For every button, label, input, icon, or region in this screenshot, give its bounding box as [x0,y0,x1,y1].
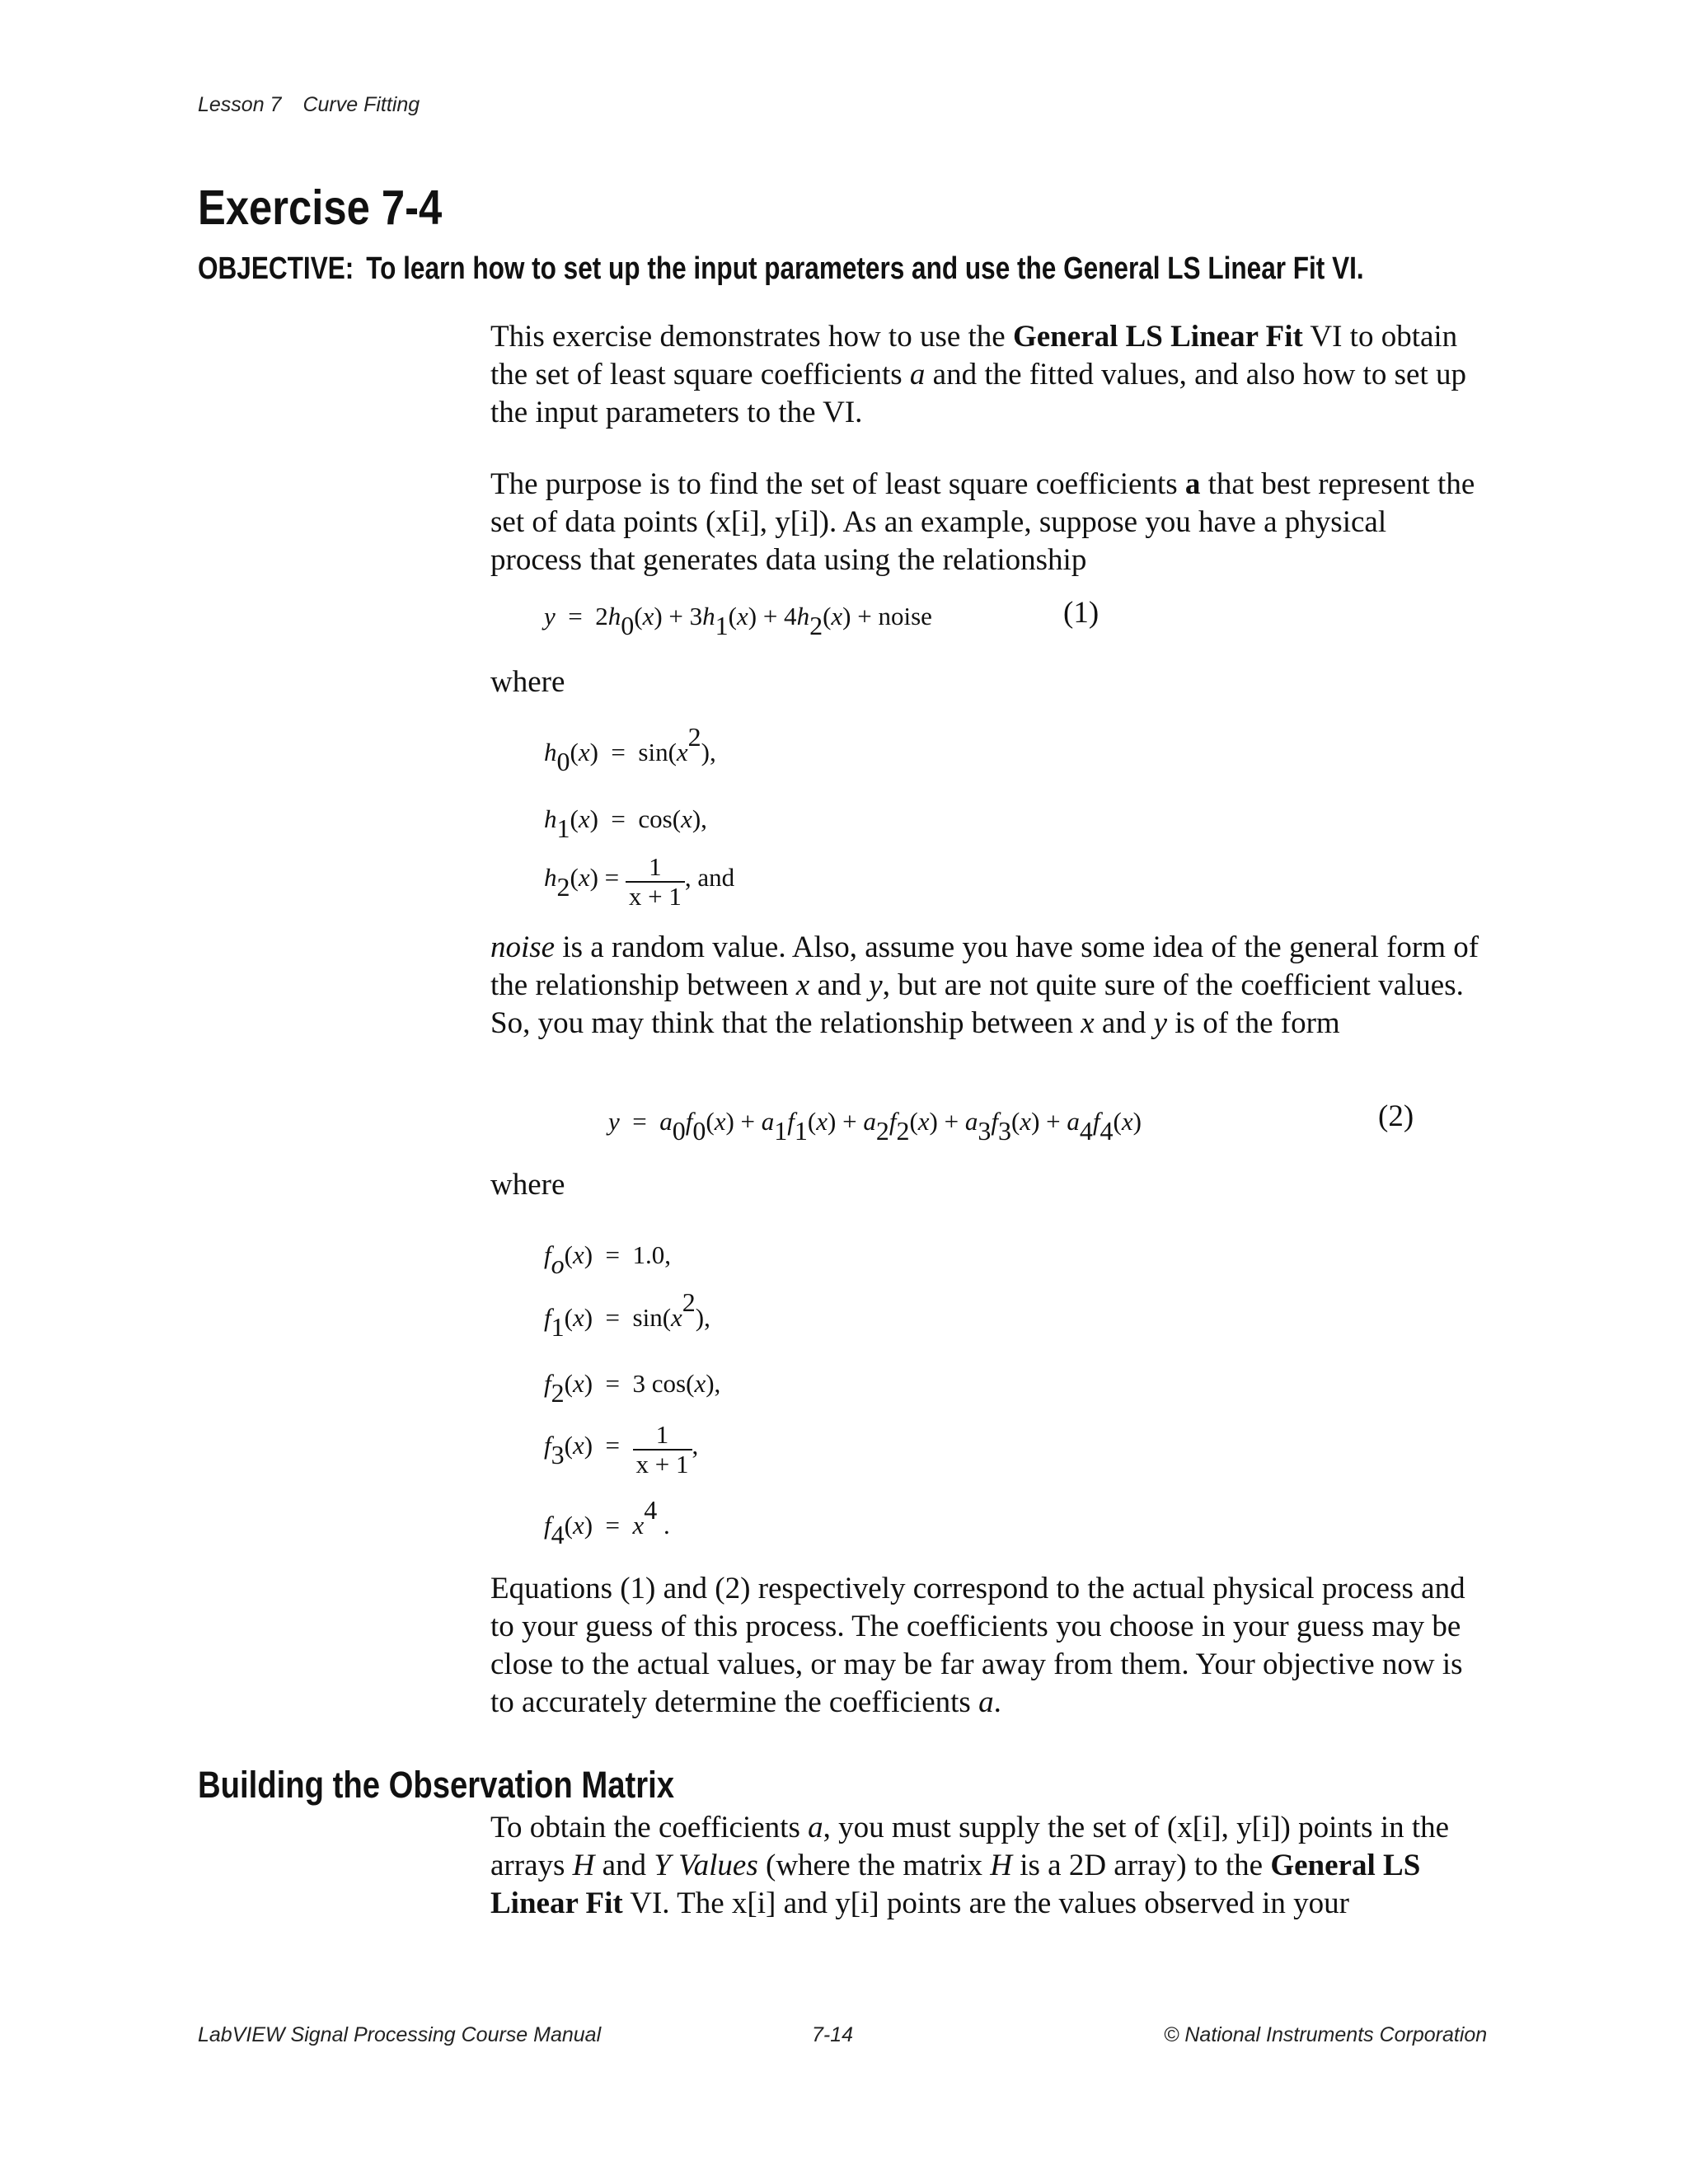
eq-text: 3 cos( [632,1369,695,1398]
observation-paragraph [490,1809,1479,1923]
eq-noise: + noise [851,602,932,630]
f0-definition: fo(x) = 1.0, [544,1240,672,1279]
vi-name: General LS Linear Fit [490,1849,1421,1920]
symbol-y: y [1153,1006,1168,1040]
eq-text: , [692,1431,699,1460]
symbol-H: H [990,1849,1012,1882]
noise-paragraph [490,929,1479,1043]
text-run: This exercise demonstrates how to use the [490,320,1013,354]
term-y-values: Y Values [654,1849,758,1882]
equation-2-number: (2) [1378,1099,1414,1133]
text-run: is of the form [1167,1006,1340,1040]
symbol-y: y [869,968,883,1002]
eq-text: 1.0, [632,1240,672,1269]
text-run: VI. The x[i] and y[i] points are the values observed in your [622,1886,1349,1920]
symbol-a: a [978,1685,994,1719]
h1-definition: h1(x) = cos(x), [544,804,707,843]
eq-text: cos( [638,804,682,833]
equation-1-number: (1) [1063,596,1100,630]
eq-sign: = [632,1107,647,1136]
eq-sign: = [568,602,583,630]
footer-manual-title: LabVIEW Signal Processing Course Manual [198,2023,602,2046]
comparison-paragraph [490,1570,1479,1722]
eq-coef: + 4 [757,602,797,630]
section-heading: Building the Observation Matrix [198,1764,675,1806]
text-run: is a 2D array) to the [1011,1849,1271,1882]
symbol-a: a [808,1811,823,1844]
objective-label: OBJECTIVE: [198,251,354,286]
text-run: The purpose is to find the set of least square coefficients [490,467,1185,501]
objective-text: To learn how to set up the input parameters and use the General LS Linear Fit VI. [366,251,1364,286]
eq-text: ), [701,738,716,766]
objective [198,251,1634,287]
f4-definition: f4(x) = x4 . [544,1495,670,1549]
symbol-x: x [795,968,810,1002]
f3-definition: f3(x) = $\frac{1}{x + 1}$ , [544,1420,699,1479]
h2-definition: h2(x) = $\frac{1}{x + 1}$ , and [544,852,735,911]
eq-coef: + 3 [662,602,703,630]
symbol-H: H [572,1849,595,1882]
eq-text: sin( [638,738,677,766]
footer-copyright: © National Instruments Corporation [1164,2023,1488,2046]
symbol-a: a [909,358,926,391]
text-run: . [993,1685,1001,1719]
text-run: and [809,968,870,1002]
text-run: , you must supply the set of (x[i], y[i]) points in the arrays [490,1811,1450,1882]
h0-definition: h0(x) = sin(x2), [544,722,716,776]
fraction: $\frac{1}{x + 1}$ [626,853,685,911]
purpose-paragraph [490,466,1479,579]
symbol-a-bold: a [1184,467,1201,501]
footer-page-number: 7-14 [812,2023,854,2046]
exercise-title: Exercise 7-4 [198,180,443,235]
eq-coef: 2 [595,602,608,630]
header-chapter: Curve Fitting [302,93,420,116]
eq-text: ), [692,804,707,833]
intro-paragraph [490,318,1479,432]
f2-definition: f2(x) = 3 cos(x), [544,1369,721,1408]
text-run: and [594,1849,654,1882]
eq-var: y [608,1107,620,1136]
text-run: , but are not quite sure of the coefficient values. So, you may think that the relationship between [490,968,1464,1040]
eq-text: . [657,1511,670,1540]
vi-name: General LS Linear Fit [1012,320,1303,354]
text-run: is a random value. Also, assume you have some idea of the general form of the relationship between [490,930,1479,1002]
text-run: and [1094,1006,1154,1040]
text-run: and the fitted values, and also how to set up the input parameters to the VI. [490,358,1467,429]
fraction: $\frac{1}{x + 1}$ [633,1421,692,1479]
running-header [198,93,420,117]
where-label: where [490,665,565,699]
header-lesson: Lesson 7 [198,93,282,116]
text-run: (where the matrix [757,1849,991,1882]
eq-text: sin( [632,1303,672,1332]
symbol-x: x [1081,1006,1095,1040]
eq-text: ), [695,1303,710,1332]
text-run: Equations (1) and (2) respectively correspond to the actual physical process and to your guess of this process. The coefficients you choose in your guess may be close to the actual values, or may be far away from them. Your objective now is to accurately determine the coefficients [490,1572,1465,1719]
text-run: that best represent the set of data points (x[i], y[i]). As an example, suppose you have a physical process that generates data using the relationship [490,467,1475,577]
eq-text: ), [706,1369,721,1398]
text-run: VI to obtain the set of least square coefficients [490,320,1458,391]
f1-definition: f1(x) = sin(x2), [544,1287,710,1342]
where-label-2: where [490,1168,565,1202]
text-run: To obtain the coefficients [490,1811,809,1844]
equation-1: y = 2h0(x) + 3h1(x) + 4h2(x) + noise [544,602,932,640]
eq-text: , and [684,863,735,893]
equation-2: y = a0f0(x) + a1f1(x) + a2f2(x) + a3f3(x) + a4f4(x) [608,1107,1142,1146]
term-noise: noise [490,930,556,964]
eq-var: y [544,602,556,630]
